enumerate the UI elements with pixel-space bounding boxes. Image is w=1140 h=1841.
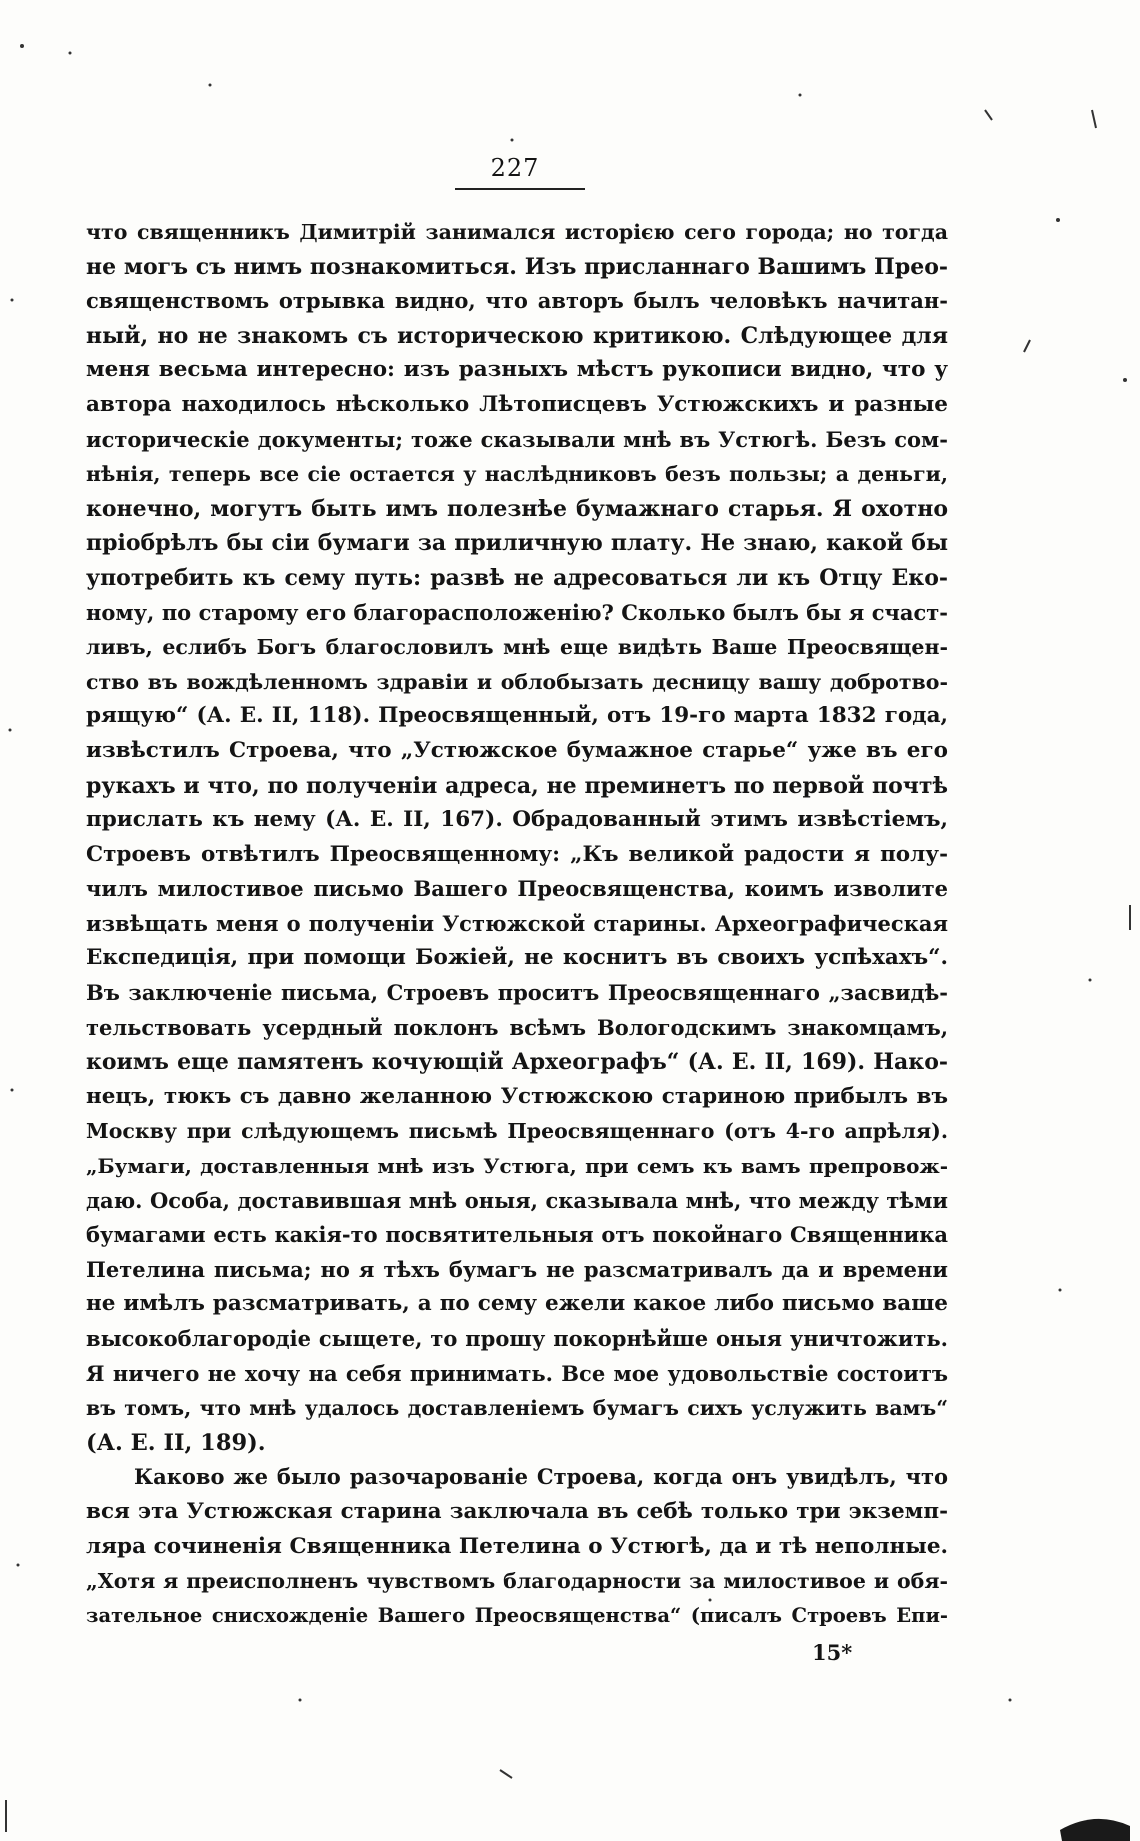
- text-line: Строевъ отвѣтилъ Преосвященному: „Къ великой радости я полу-: [86, 841, 948, 867]
- body-text: [86, 215, 948, 1633]
- text-line: Я ничего не хочу на себя принимать. Все мое удовольствіе состоитъ: [86, 1360, 948, 1386]
- text-line: чилъ милостивое письмо Вашего Преосвященства, коимъ изволите: [86, 876, 948, 902]
- text-line: ство въ вождѣленномъ здравіи и облобызать десницу вашу добротво-: [86, 669, 948, 694]
- text-line: вся эта Устюжская старина заключала въ себѣ только три экземп-: [86, 1498, 948, 1524]
- text-line: Каково же было разочарованіе Строева, когда онъ увидѣлъ, что: [134, 1464, 948, 1490]
- text-line: не имѣлъ разсматривать, а по сему ежели какое либо письмо ваше: [86, 1291, 948, 1317]
- text-line: употребить къ сему путь: развѣ не адресоваться ли къ Отцу Еко-: [86, 564, 948, 591]
- text-line: въ томъ, что мнѣ удалось доставленіемъ бумагъ сихъ услужить вамъ“: [86, 1396, 948, 1421]
- paragraph-1: [86, 215, 948, 1460]
- text-line: ный, но не знакомъ съ историческою критикою. Слѣдующее для: [86, 322, 948, 349]
- page-number: 227: [490, 154, 540, 182]
- text-line: пріобрѣлъ бы сіи бумаги за приличную плату. Не знаю, какой бы: [86, 530, 948, 557]
- paragraph-2: [86, 1460, 948, 1633]
- text-line: рукахъ и что, по полученіи адреса, не преминетъ по первой почтѣ: [86, 772, 948, 799]
- text-line: историческіе документы; тоже сказывали мнѣ въ Устюгѣ. Безъ сом-: [86, 426, 948, 452]
- text-line: извѣщать меня о полученіи Устюжской старины. Археографическая: [86, 910, 948, 936]
- text-line: бумагами есть какія-то посвятительныя отъ покойнаго Священника: [86, 1222, 948, 1248]
- text-line: Експедиція, при помощи Божіей, не коснитъ въ своихъ успѣхахъ“.: [86, 945, 948, 971]
- text-line: что священникъ Димитрій занимался исторією сего города; но тогда: [86, 220, 948, 244]
- page-number-rule: [455, 188, 585, 190]
- text-line: даю. Особа, доставившая мнѣ оныя, сказывала мнѣ, что между тѣми: [86, 1187, 948, 1213]
- text-line: ляра сочиненія Священника Петелина о Устюгѣ, да и тѣ неполные.: [86, 1533, 948, 1559]
- text-line: меня весьма интересно: изъ разныхъ мѣстъ рукописи видно, что у: [86, 357, 948, 383]
- text-line: тельствовать усердный поклонъ всѣмъ Вологодскимъ знакомцамъ,: [86, 1014, 948, 1040]
- text-line: рящую“ (А. Е. II, 118). Преосвященный, отъ 19-го марта 1832 года,: [86, 703, 948, 729]
- text-line: ливъ, еслибъ Богъ благословилъ мнѣ еще видѣть Ваше Преосвящен-: [86, 635, 948, 660]
- text-line: „Бумаги, доставленныя мнѣ изъ Устюга, при семъ къ вамъ препровож-: [86, 1154, 948, 1179]
- text-line: ному, по старому его благорасположенію? Сколько былъ бы я счаст-: [86, 599, 948, 625]
- text-line: нѣнія, теперь все сіе остается у наслѣдниковъ безъ пользы; а деньги,: [86, 462, 948, 487]
- text-line: высокоблагородіе сыщете, то прошу покорнѣйше оныя уничтожить.: [86, 1326, 948, 1351]
- text-line: зательное снисхожденіе Вашего Преосвященства“ (писалъ Строевъ Епи-: [86, 1603, 948, 1627]
- text-line: прислать къ нему (А. Е. II, 167). Обрадованный этимъ извѣстіемъ,: [86, 807, 948, 833]
- text-line: Петелина письма; но я тѣхъ бумагъ не разсматривалъ да и времени: [86, 1256, 948, 1282]
- text-line: Москву при слѣдующемъ письмѣ Преосвященнаго (отъ 4-го апрѣля).: [86, 1119, 948, 1144]
- text-line: „Хотя я преисполненъ чувствомъ благодарности за милостивое и обя-: [86, 1569, 948, 1594]
- text-line: Въ заключеніе письма, Строевъ проситъ Преосвященнаго „засвидѣ-: [86, 980, 948, 1006]
- text-line: конечно, могутъ быть имъ полезнѣе бумажнаго старья. Я охотно: [86, 495, 948, 522]
- text-line: не могъ съ нимъ познакомиться. Изъ присланнаго Вашимъ Прео-: [86, 253, 948, 280]
- text-line: священствомъ отрывка видно, что авторъ былъ человѣкъ начитан-: [86, 288, 948, 314]
- signature-mark: 15*: [812, 1640, 853, 1665]
- text-line: (А. Е. II, 189).: [86, 1429, 266, 1456]
- text-line: автора находилось нѣсколько Лѣтописцевъ Устюжскихъ и разные: [86, 391, 948, 417]
- text-line: коимъ еще памятенъ кочующій Археографъ“ (А. Е. II, 169). Нако-: [86, 1049, 948, 1076]
- text-line: нецъ, тюкъ съ давно желанною Устюжскою стариною прибылъ въ: [86, 1083, 948, 1109]
- text-line: извѣстилъ Строева, что „Устюжское бумажное старье“ уже въ его: [86, 737, 948, 763]
